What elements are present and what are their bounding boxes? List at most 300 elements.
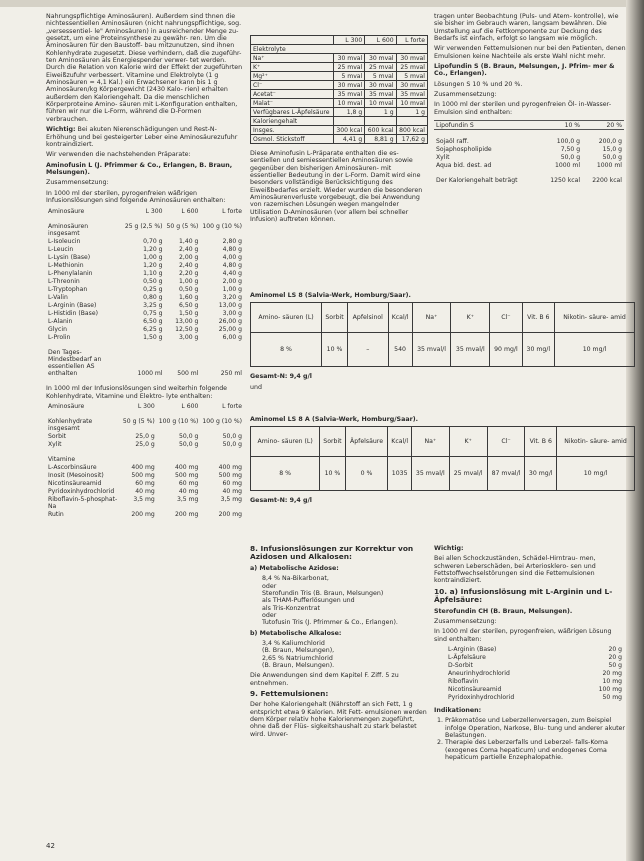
table-cell: 6,00 g	[222, 333, 242, 341]
product-aminomel-ls8a: Aminomel LS 8 A (Salvia-Werk, Homburg/Saar).	[250, 416, 418, 423]
table-cell: 12,50 g	[175, 325, 199, 333]
aminomel-ls8-section	[250, 292, 635, 394]
table-row	[46, 293, 244, 301]
table-cell: 30 mval	[333, 81, 364, 90]
table-cell: 50,0 g	[179, 441, 199, 449]
important-label: Wichtig:	[434, 545, 464, 552]
table-cell: 25 mval/l	[449, 457, 487, 491]
table-cell: 30 mval	[365, 81, 396, 90]
table-row	[46, 472, 244, 480]
section-8-heading: 8. Infusionslösungen zur Korrektur von Azidosen und Alkalosen:	[250, 544, 414, 562]
table-cell: 20 mg	[602, 670, 622, 678]
table-cell: Acetat⁻	[251, 90, 334, 99]
table-cell: L-Isoleucin	[48, 237, 81, 245]
table-cell: L-Äpfelsäure	[448, 654, 486, 662]
aminomel-ls8a-section	[250, 416, 635, 508]
table-row	[46, 285, 244, 293]
table-header-cell: Nikotin- säure- amid	[557, 427, 635, 457]
table-cell: L-Threonin	[48, 277, 80, 285]
table-cell: 100 g (10 %)	[202, 222, 242, 230]
table-cell: Aminosäuren insgesamt	[48, 222, 89, 237]
list-item: 3,4 % Kaliumchlorid	[262, 639, 325, 647]
table-cell: L-Tryptophan	[48, 285, 88, 293]
table-cell: L-Histidin (Base)	[48, 309, 98, 317]
table-cell: L-Phenylalanin	[48, 269, 93, 277]
table-header-cell: Sorbit	[320, 427, 345, 457]
table-row	[251, 333, 635, 367]
table-header-cell: 10 %	[564, 121, 581, 129]
table-cell: 6,50 g	[143, 317, 163, 325]
table-cell: 1,40 g	[179, 237, 199, 245]
table-cell: 1 g	[365, 108, 396, 117]
table-cell: 10 mg/l	[557, 457, 635, 491]
table-header-cell: Cl⁻	[490, 303, 522, 333]
table-header-cell: Na⁺	[412, 303, 451, 333]
table-cell: 35 mval	[396, 90, 427, 99]
table-cell: 8 %	[251, 333, 322, 367]
table-cell: 1,00 g	[179, 277, 199, 285]
table-row	[251, 72, 428, 81]
table-cell: 13,00 g	[175, 317, 199, 325]
table-header-cell: Aminosäure	[48, 207, 85, 215]
electrolyte-table	[250, 35, 428, 144]
table-cell: 35 mval	[365, 90, 396, 99]
table-header-cell: Apfelsinol	[348, 303, 388, 333]
table-row	[251, 126, 428, 135]
table-cell: 800 kcal	[396, 126, 427, 135]
table-cell: Inosit (Mesoinosit)	[48, 472, 104, 480]
table-cell: 50,0 g	[222, 441, 242, 449]
table-row	[434, 654, 624, 662]
composition-text: In 1000 ml der sterilen und pyrogenfreien Öl- in-Wasser-Emulsion sind enthalten:	[434, 101, 612, 116]
list-item: 8,4 % Na-Bikarbonat,	[262, 575, 329, 583]
table-cell: 3,5 mg	[133, 496, 155, 504]
table-row	[251, 457, 635, 491]
product-aminomel-ls8: Aminomel LS 8 (Salvia-Werk, Homburg/Saar).	[250, 292, 411, 299]
table-cell: 1,8 g	[333, 108, 364, 117]
table-cell: 4,40 g	[222, 269, 242, 277]
table-cell: 35 mval/l	[451, 333, 490, 367]
table-cell: L-Arginin (Base)	[48, 301, 97, 309]
lipofundin-solutions: Lösungen S 10 % und 20 %.	[434, 80, 523, 88]
table-cell: 3,5 mg	[220, 496, 242, 504]
total-nitrogen: Gesamt-N: 9,4 g/l	[250, 497, 312, 505]
table-cell: 50,0 g	[560, 153, 581, 161]
fat-emulsion-usage: Wir verwenden Fettemulsionen nur bei den Patienten, denen Emulsionen keine Nachteile als erste Wahl nicht mehr.	[434, 45, 626, 60]
table-header-cell: Aminosäure	[48, 403, 85, 411]
table-cell: 200 mg	[131, 511, 155, 519]
table-cell: Osmol. Stickstoff	[251, 135, 334, 144]
list-item: 1. Präkomatöse und Leberzellenversagen, zum Beispiel infolge Operation, Narkose, Blu- tung und anderer akuter Belastungen.	[445, 717, 626, 739]
table-cell: 40 mg	[178, 488, 199, 496]
table-cell: Den Tages- Mindestbedarf an essentiellen AS enthalten	[48, 348, 102, 377]
table-cell: 200,0 g	[598, 137, 622, 145]
table-cell: 30 mg/l	[522, 333, 554, 367]
table-row	[46, 511, 244, 519]
amino-acid-table	[46, 207, 244, 377]
table-cell: 15,0 g	[602, 145, 622, 153]
table-cell: Kaloriengehalt	[251, 117, 334, 126]
table-header-cell: L 600	[365, 36, 396, 45]
table-cell: 2,00 g	[222, 277, 242, 285]
middle-column	[250, 35, 428, 226]
product-aminofusin: Aminofusin L (J. Pfrimmer & Co., Erlangen, B. Braun, Melsungen).	[46, 161, 233, 176]
table-cell: 60 mg	[135, 480, 155, 488]
table-row	[251, 54, 428, 63]
intro-paragraph: Nahrungspflichtige Aminosäuren). Außerdem sind thnen die nichtessentiellen Aminosäuren (nicht nahrungspflichtige, sog. „versessentiel- le" Aminosäuren) in ausreichender Menge zu- gesetzt, um eine Proteinsynthese zu gewähr- ren. Um die Aminosäuren für den Baustoff- bau mitzunutzen, sind ihnen Kohlenhydrate zugesetzt. Diese verhindern, daß die zugeführ- ten Aminosäuren als Energiespender verwer- tet werden. Durch die Relation von Kalorie wird der Effekt der zugeführten Eiweißzufuhr verbessert. Vitamine und Elektrolyte (1 g Aminosäuren = 4,1 Kal.) ein Erwachsener kann bis 1 g Aminosäuren/kg Körpergewicht (2430 Kalo- rien) erhalten außerdem den Kaloriengehalt. Da die menschlichen Körperproteine Amino- säuren mit L-Konfiguration enthalten, führen wir nur die L-Form, während die D-Formen verbrauchen.	[46, 13, 243, 123]
table-cell: 200 mg	[175, 511, 199, 519]
table-header-cell: Vit. B 6	[522, 303, 554, 333]
table-cell: 2,00 g	[179, 253, 199, 261]
table-cell: 1,50 g	[143, 333, 163, 341]
product-sterofundin: Sterofundin CH (B. Braun, Melsungen).	[434, 607, 573, 615]
table-row	[46, 348, 244, 377]
aminofusin-paragraph: Diese Aminofusin L-Präparate enthalten die es- sentiellen und semiessentiellen Aminosäuren sowie gegenüber den bisherigen Aminosäuren- mit essentieller Bedeutung in der L-Form. Damit wird eine besonders vollständige Berücksichtigung des Eiweißbedarfes erzielt. Wieder wurden die besonderen Aminosäurenverluste vorgebeugt, die bei Anwendung von razemischen Lösungen wegen mangelnder Utilisation D-Aminosäuren (vor allem bei schneller Infusion) auftreten können.	[250, 150, 423, 224]
table-cell: 1,20 g	[143, 245, 163, 253]
table-cell: 100 g (10 %)	[202, 418, 242, 426]
metabolic-acidosis-heading: a) Metabolische Azidose:	[250, 564, 339, 572]
table-cell: L-Arginin (Base)	[448, 646, 497, 654]
table-cell: 8 %	[251, 457, 320, 491]
table-row	[46, 464, 244, 472]
table-header-cell: Kcal/l	[388, 303, 412, 333]
table-row	[434, 176, 624, 184]
table-cell: 35 mval/l	[411, 457, 449, 491]
table-cell: 1,10 g	[143, 269, 163, 277]
table-cell: 60 mg	[222, 480, 242, 488]
table-cell: Rutin	[48, 511, 64, 519]
table-row	[251, 81, 428, 90]
table-cell: 2,20 g	[179, 269, 199, 277]
table-cell: 100 g (10 %)	[158, 418, 199, 426]
important-note	[46, 126, 244, 148]
composition-heading: Zusammensetzung:	[434, 617, 497, 625]
aminomel-ls8a-table	[250, 426, 635, 491]
table-header-cell: K⁺	[451, 303, 490, 333]
table-cell: Insges.	[251, 126, 334, 135]
table-cell: Vitamine	[48, 456, 76, 464]
table-row	[46, 456, 244, 464]
table-cell: 17,62 g	[396, 135, 427, 144]
table-row	[434, 153, 624, 161]
table-row	[46, 480, 244, 488]
table-cell: 5 mval	[396, 72, 427, 81]
table-row	[46, 496, 244, 511]
table-row	[46, 222, 244, 237]
section-9-heading: 9. Fettemulsionen:	[250, 688, 329, 698]
indications-list	[434, 717, 626, 761]
uses-text: Wir verwenden die nachstehenden Präparate:	[46, 151, 191, 159]
table-cell: 50 mg	[602, 694, 622, 702]
table-cell: 0,50 g	[143, 277, 163, 285]
table-header-cell: Lipofundin S	[436, 121, 474, 129]
table-cell: Na⁺	[251, 54, 334, 63]
table-row	[251, 45, 428, 54]
table-cell: 20 g	[608, 646, 622, 654]
table-row	[46, 325, 244, 333]
list-item: Tutofusin Tris (J. Pfrimmer & Co., Erlangen).	[262, 619, 398, 627]
metabolic-alkalosis-heading: b) Metabolische Alkalose:	[250, 629, 342, 637]
table-header-cell: L 600	[181, 403, 199, 411]
table-cell: 25,0 g	[135, 433, 155, 441]
table-cell: 60 mg	[178, 480, 199, 488]
table-cell: 400 mg	[175, 464, 199, 472]
table-header-row	[46, 403, 244, 411]
table-cell: 1250 kcal	[550, 176, 581, 184]
table-cell: Sojaphospholipide	[436, 145, 492, 153]
table-header-cell: K⁺	[449, 427, 487, 457]
table-header-row	[251, 36, 428, 45]
table-cell: Glycin	[48, 325, 67, 333]
table-row	[434, 137, 624, 145]
table-cell: Nicotinsäureamid	[48, 480, 102, 488]
table-cell: L-Valin	[48, 293, 68, 301]
table-row	[434, 678, 624, 686]
application-note: Die Anwendungen sind dem Kapitel F. Ziff. 5 zu entnehmen.	[250, 672, 399, 687]
list-item: (B. Braun, Melsungen).	[262, 661, 335, 669]
table-row	[434, 662, 624, 670]
table-cell: 0,50 g	[179, 285, 199, 293]
list-item: Sterofundin Tris (B. Braun, Melsungen)	[262, 589, 384, 597]
table-cell: 3,25 g	[143, 301, 163, 309]
table-row	[434, 686, 624, 694]
important-text: Bei akuten Nierenschädigungen und Rest-N-Erhöhung und bei gesteigerter Leber eine Aminosäurezufuhr kontraindiziert.	[46, 126, 238, 148]
table-cell: 25 mval	[333, 63, 364, 72]
table-cell: L-Leucin	[48, 245, 74, 253]
table-cell: 500 mg	[218, 472, 242, 480]
fat-emulsion-text: Der hohe Kaloriengehalt (Nährstoff an sich Fett, 1 g entspricht etwa 9 Kalorien. Mit Fett- emulsionen werden dem Körper relativ hohe Kalorienmengen zugeführt, ohne daß der Flüs- sigkeitshaushalt zu stark belastet wird. Unver-	[250, 701, 427, 738]
table-header-cell	[251, 36, 334, 45]
table-header-row	[46, 207, 244, 215]
table-row	[251, 117, 428, 126]
table-cell: 300 kcal	[333, 126, 364, 135]
table-header-row	[434, 121, 624, 130]
table-row	[434, 145, 624, 153]
table-cell: 10 mg	[602, 678, 622, 686]
table-cell: L-Prolin	[48, 333, 71, 341]
composition-heading: Zusammensetzung:	[434, 91, 497, 99]
table-cell: K⁺	[251, 63, 334, 72]
table-cell: 6,25 g	[143, 325, 163, 333]
table-cell: 6,50 g	[179, 301, 199, 309]
table-cell: Xylit	[48, 441, 62, 449]
table-header-cell: Nikotin- säure- amid	[555, 303, 635, 333]
table-cell: Verfügbares L-Äpfelsäure	[251, 108, 334, 117]
table-cell	[365, 117, 396, 126]
table-row	[46, 301, 244, 309]
table-header-cell: Sorbit	[322, 303, 348, 333]
lipofundin-table	[434, 120, 624, 184]
and-connector: und	[250, 383, 262, 391]
table-cell: 1,00 g	[143, 253, 163, 261]
indications-heading: Indikationen:	[434, 706, 482, 714]
table-cell: 0,25 g	[143, 285, 163, 293]
middle-column-lower	[250, 545, 428, 741]
table-header-cell: L 300	[145, 207, 163, 215]
table-cell: 250 ml	[220, 369, 242, 377]
composition-text: In 1000 ml der sterilen, pyrogenfreien, wäßrigen Lösung sind enthalten:	[434, 628, 612, 643]
important-label: Wichtig:	[46, 126, 76, 134]
table-cell: 0,70 g	[143, 237, 163, 245]
table-cell: 3,00 g	[222, 309, 242, 317]
table-cell: 50,0 g	[222, 433, 242, 441]
table-cell: Malat⁻	[251, 99, 334, 108]
table-row	[46, 441, 244, 449]
table-cell: 13,00 g	[218, 301, 242, 309]
table-cell: 25,00 g	[218, 325, 242, 333]
table-row	[434, 646, 624, 654]
table-row	[251, 63, 428, 72]
table-cell: 90 mg/l	[490, 333, 522, 367]
table-row	[46, 333, 244, 341]
carbohydrate-intro: In 1000 ml der Infusionslösungen sind weiterhin folgende Kohlenhydrate, Vitamine und Elektro- lyte enthalten:	[46, 385, 228, 400]
table-header-cell: L 600	[181, 207, 199, 215]
table-row	[46, 309, 244, 317]
list-item: 2. Therapie des Leberzerfalls und Leberzel- falls-Koma (exogenes Coma hepaticum) und endogenes Coma hepaticum partielle Enzephalopathie.	[445, 739, 626, 761]
table-cell: 1000 ml	[596, 161, 622, 169]
table-cell: Der Kaloriengehalt beträgt	[436, 176, 518, 184]
table-cell: Xylit	[436, 153, 450, 161]
table-cell: 100,0 g	[556, 137, 581, 145]
table-cell: 10 mval	[396, 99, 427, 108]
table-header-cell: 20 %	[606, 121, 622, 129]
aminomel-ls8-table	[250, 302, 635, 367]
fat-emulsion-continued: tragen unter Beobachtung (Puls- und Atem- kontrolle), wie sie bisher im Gebrauch waren, langsam bewähren. Die Umstellung auf die Fettkomponente zur Deckung des Bedarfs ist einfach, erfolgt so langsam wie möglich.	[434, 13, 619, 43]
table-cell: 600 kcal	[365, 126, 396, 135]
table-header-row	[251, 303, 635, 333]
alkalosis-list	[250, 640, 428, 669]
table-cell: 26,00 g	[218, 317, 242, 325]
table-cell: L-Methionin	[48, 261, 84, 269]
table-cell: 50 g	[608, 662, 622, 670]
table-cell: Sorbit	[48, 433, 67, 441]
table-cell: 3,00 g	[179, 333, 199, 341]
table-cell: 4,80 g	[222, 261, 242, 269]
table-header-cell: L 300	[333, 36, 364, 45]
table-header-cell: Amino- säuren (L)	[251, 427, 320, 457]
table-cell: 1000 ml	[137, 369, 163, 377]
table-header-cell: Vit. B 6	[525, 427, 557, 457]
table-cell: D-Sorbit	[448, 662, 473, 670]
table-row	[434, 161, 624, 169]
table-cell: L-Lysin (Base)	[48, 253, 91, 261]
table-cell: 50 g (5 %)	[122, 418, 155, 426]
table-cell: L-Ascorbinsäure	[48, 464, 97, 472]
table-cell: 0 %	[345, 457, 388, 491]
table-cell: 3,20 g	[222, 293, 242, 301]
list-item: als Tris-Konzentrat	[262, 604, 320, 612]
composition-text: In 1000 ml der sterilen, pyrogenfreien wäßrigen Infusionslösungen sind folgende Aminosäuren enthalten:	[46, 189, 226, 204]
table-cell: 400 mg	[131, 464, 155, 472]
table-row	[46, 269, 244, 277]
table-header-cell: L 300	[137, 403, 155, 411]
total-nitrogen: Gesamt-N: 9,4 g/l	[250, 373, 312, 381]
table-cell: Elektrolyte	[251, 45, 428, 54]
table-cell: 25 mval	[365, 63, 396, 72]
table-row	[46, 418, 244, 433]
table-cell: 8,81 g	[365, 135, 396, 144]
table-header-cell: Cl⁻	[487, 427, 525, 457]
important-text: Bei allen Schockzuständen, Schädel-Hirntrau- men, schweren Leberschäden, bei Arteriosklero- sen und Fettstoffwechselstörungen sind die Fettemulsionen kontraindiziert.	[434, 555, 596, 585]
table-header-cell: L forte	[396, 36, 427, 45]
right-column	[434, 13, 626, 184]
table-header-cell: Kcal/l	[388, 427, 411, 457]
list-item: als THAM-Pufferlösungen und	[262, 597, 355, 605]
table-cell: 30 mval	[365, 54, 396, 63]
table-row	[46, 253, 244, 261]
table-cell: 3,5 mg	[176, 496, 199, 504]
table-cell: 0,75 g	[143, 309, 163, 317]
table-row	[434, 670, 624, 678]
table-cell: 10 mval	[333, 99, 364, 108]
table-cell: 25 mval	[396, 63, 427, 72]
table-cell: L-Alanin	[48, 317, 73, 325]
table-row	[251, 108, 428, 117]
table-header-cell: Na⁺	[411, 427, 449, 457]
table-cell: Pyridoxinhydrochlorid	[48, 488, 115, 496]
table-row	[251, 135, 428, 144]
table-header-cell: L forte	[222, 403, 242, 411]
table-cell: 100 mg	[598, 686, 622, 694]
table-header-cell: Äpfelsäure	[345, 427, 388, 457]
page-top-edge	[0, 0, 644, 7]
table-cell: 10 mval	[365, 99, 396, 108]
table-row	[46, 433, 244, 441]
table-cell: 4,00 g	[222, 253, 242, 261]
right-column-lower	[434, 545, 626, 761]
table-cell: 5 mval	[333, 72, 364, 81]
table-row	[46, 277, 244, 285]
table-cell: Pyridoxinhydrochlorid	[448, 694, 515, 702]
table-cell: 20 g	[608, 654, 622, 662]
product-lipofundin: Lipofundin S (B. Braun, Melsungen, J. Pfrim- mer & Co., Erlangen).	[434, 63, 615, 78]
table-cell: 30 mval	[333, 54, 364, 63]
table-cell: 540	[388, 333, 412, 367]
table-cell: 50,0 g	[602, 153, 622, 161]
table-row	[46, 245, 244, 253]
table-cell: 50,0 g	[179, 433, 199, 441]
table-cell	[333, 117, 364, 126]
table-cell: 10 %	[320, 457, 345, 491]
table-cell: Cl⁻	[251, 81, 334, 90]
table-cell: 10 mg/l	[555, 333, 635, 367]
table-cell: 400 mg	[218, 464, 242, 472]
table-cell: 35 mval	[333, 90, 364, 99]
table-cell: 500 ml	[177, 369, 199, 377]
sterofundin-table	[434, 646, 624, 702]
page-number: 42	[46, 842, 55, 850]
list-item: oder	[262, 582, 277, 590]
table-cell: Sojaöl raff.	[436, 137, 469, 145]
composition-heading: Zusammensetzung:	[46, 179, 109, 187]
table-cell: 7,50 g	[560, 145, 581, 153]
table-cell: 1,50 g	[179, 309, 199, 317]
table-row	[46, 317, 244, 325]
table-cell: 2,40 g	[179, 261, 199, 269]
carbohydrate-table	[46, 403, 244, 519]
table-cell: Aneurinhydrochlorid	[448, 670, 510, 678]
table-cell: 4,80 g	[222, 245, 242, 253]
acidosis-list	[250, 575, 428, 626]
table-cell: Nicotinsäureamid	[448, 686, 502, 694]
table-cell: 500 mg	[175, 472, 199, 480]
table-cell: 30 mval	[396, 81, 427, 90]
list-item: (B. Braun, Melsungen),	[262, 647, 335, 655]
table-cell: 35 mval/l	[412, 333, 451, 367]
table-cell: Riboflavin-5-phosphat-Na	[48, 496, 118, 511]
table-cell: 1035	[388, 457, 411, 491]
table-cell: 25,0 g	[135, 441, 155, 449]
